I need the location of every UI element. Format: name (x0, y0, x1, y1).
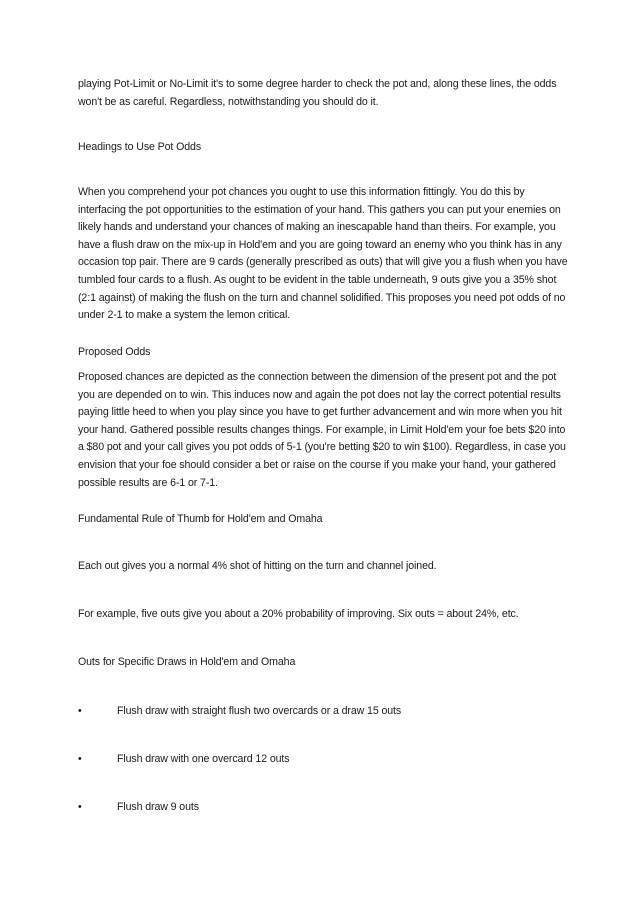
paragraph-example-outs: For example, five outs give you about a 20% probability of improving. Six outs = about 24%, etc. (78, 608, 519, 620)
list-item-text: Flush draw with straight flush two overcards or a draw 15 outs (117, 705, 402, 717)
paragraph-four-percent: Each out gives you a normal 4% shot of hitting on the turn and channel joined. (78, 560, 437, 572)
list-item-text: Flush draw 9 outs (117, 801, 199, 813)
paragraph-proposed-odds: Proposed chances are depicted as the connection between the dimension of the present pot and the pot you are depended on to win. This induces now and again the pot does not lay the correct potential results paying little heed to when you play since you have to get further advancement and win more when you hit your hand. Gathered possible results changes things. For example, in Limit Hold'em your foe bets $20 into a $80 pot and your call gives you pot odds of 5-1 (you're betting $20 to win $100). Regardless, in case you envision that your foe should consider a bet or raise on the course if you make your hand, your gathered possible results are 6-1 or 7-1. (78, 371, 566, 489)
heading-use-pot-odds: Headings to Use Pot Odds (78, 141, 202, 153)
list-item-text: Flush draw with one overcard 12 outs (117, 753, 290, 765)
bullet-marker: • (78, 801, 82, 813)
paragraph-use-pot-odds: When you comprehend your pot chances you ought to use this information fittingly. You do this by interfacing the pot opportunities to the estimation of your hand. This gathers you can put your enemies on likely hands and understand your chances of making an inescapable hand than theirs. For example, you have a flush draw on the mix-up in Hold'em and you are going toward an enemy who you think has in any occasion top pair. There are 9 cards (generally prescribed as outs) that will give you a flush when you have tumbled four cards to a flush. As ought to be evident in the table underneath, 9 outs give you a 35% shot (2:1 against) of making the flush on the turn and channel solidified. This proposes you need pot odds of no under 2-1 to make a system the lemon critical. (78, 186, 568, 322)
intro-paragraph: playing Pot-Limit or No-Limit it's to some degree harder to check the pot and, along these lines, the odds won't be as careful. Regardless, notwithstanding you should do it. (78, 78, 557, 108)
bullet-marker: • (78, 705, 82, 717)
heading-proposed-odds: Proposed Odds (78, 346, 151, 358)
bullet-marker: • (78, 753, 82, 765)
heading-outs-specific: Outs for Specific Draws in Hold'em and Omaha (78, 656, 296, 668)
heading-rule-of-thumb: Fundamental Rule of Thumb for Hold'em and Omaha (78, 513, 323, 525)
